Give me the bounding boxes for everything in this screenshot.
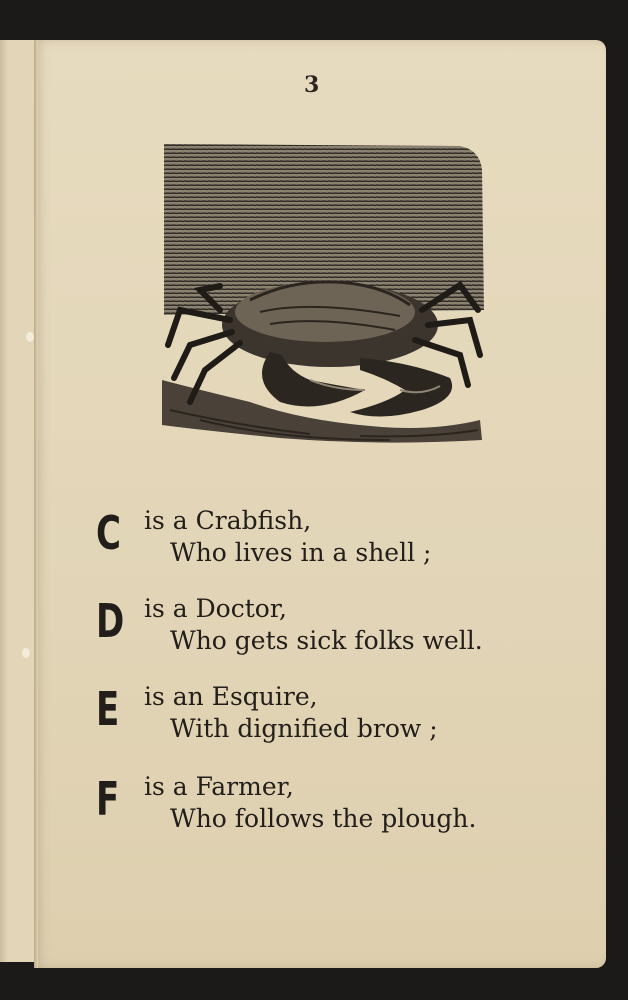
verse-line: With dignified brow ;: [170, 714, 438, 743]
verse-line: is a Doctor,: [144, 594, 287, 623]
verse-line: is an Esquire,: [144, 682, 318, 711]
right-page-number: 3: [304, 72, 320, 98]
verse-line: is a Farmer,: [144, 772, 294, 801]
verse-initial: C: [96, 506, 121, 560]
binding-hole: [26, 332, 34, 342]
verse-line: Who gets sick folks well.: [170, 626, 483, 655]
verse-line: Who follows the plough.: [170, 804, 477, 833]
page-fold: [34, 40, 38, 968]
verse-initial: E: [96, 682, 120, 736]
verse-line: Who lives in a shell ;: [170, 538, 432, 567]
verse-initial: F: [96, 772, 120, 826]
binding-hole: [22, 648, 30, 658]
verse-line: is a Crabfish,: [144, 506, 312, 535]
verse-initial: D: [96, 594, 125, 648]
crab-woodcut-icon: [160, 140, 486, 450]
previous-page-edge: [0, 40, 8, 962]
